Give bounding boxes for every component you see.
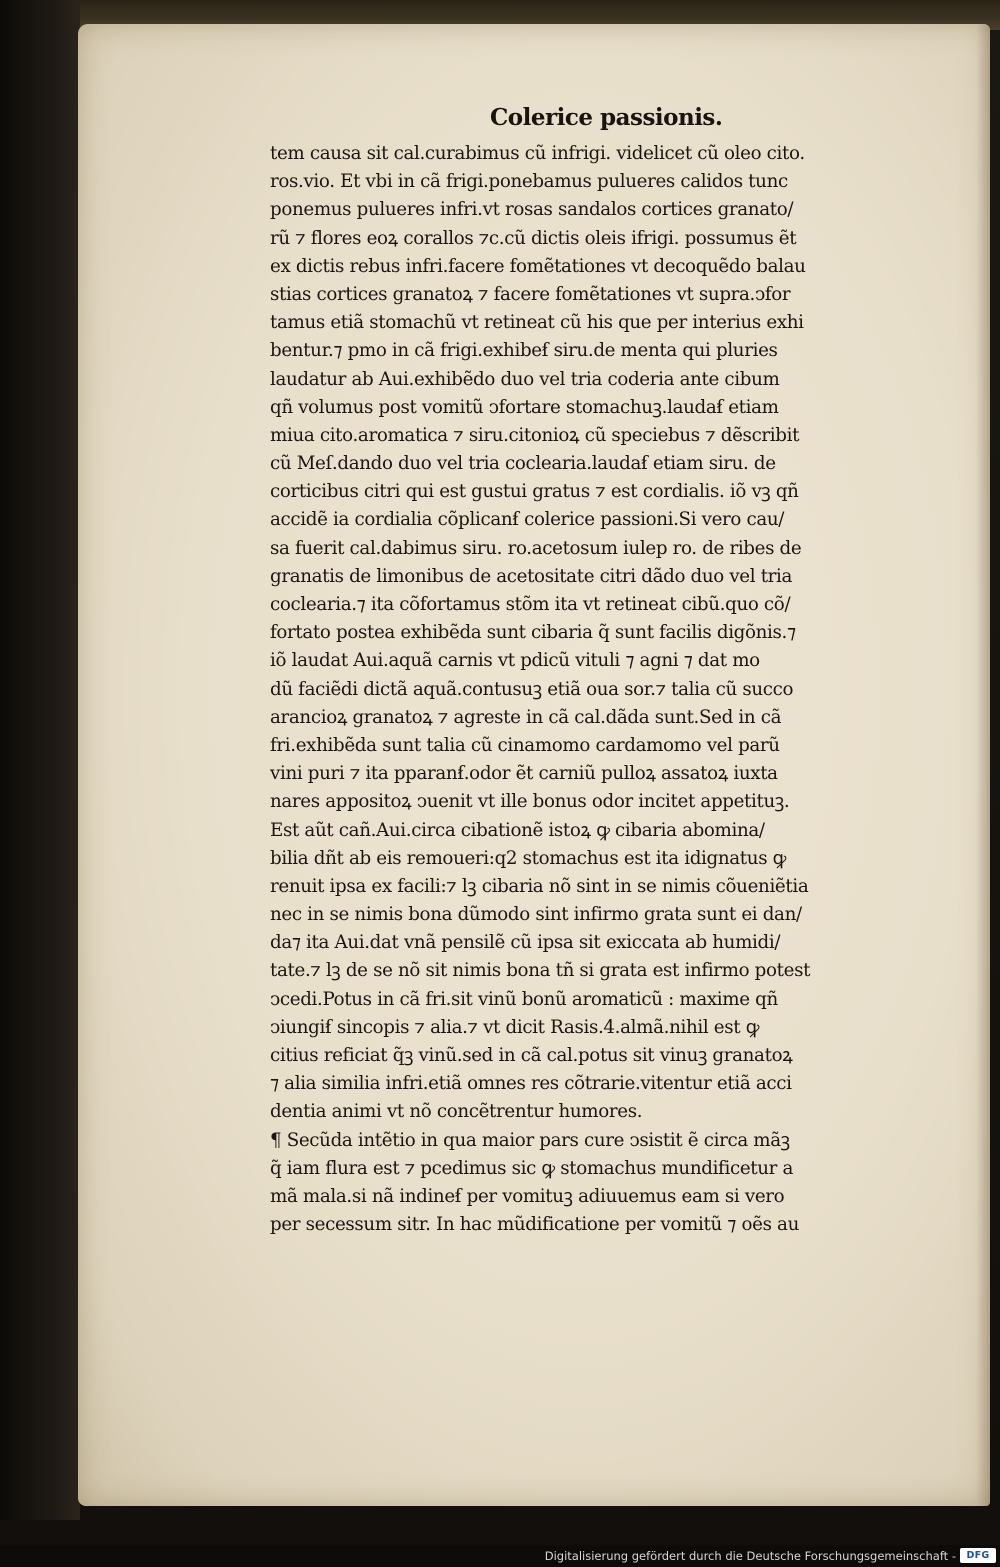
- digitization-credit: Digitalisierung gefördert durch die Deutsche Forschungsgemeinschaft -: [544, 1549, 956, 1563]
- text-line: corticibus citri qui est gustui gratus ⁊ est cordialis. iõ vꝫ qñ: [270, 481, 799, 503]
- text-line: granatis de limonibus de acetositate citri dãdo duo vel tria: [270, 565, 793, 587]
- text-line: ⁊ alia similia infri.etiã omnes res cõtrarie.vitentur etiã acci: [270, 1073, 792, 1095]
- text-line: tate.⁊ lꝫ de se nõ sit nimis bona tñ si grata est infirmo potest: [270, 960, 811, 982]
- text-line: dũ faciẽdi dictã aquã.contusuꝫ etiã oua sor.⁊ talia cũ succo: [270, 678, 794, 700]
- text-line: sa fuerit cal.dabimus siru. ro.acetosum iulep ro. de ribes de: [270, 537, 802, 559]
- text-line: ↄcedi.Potus in cã fri.sit vinũ bonũ aromaticũ : maxime qñ: [270, 988, 778, 1010]
- book-binding-edge: [0, 0, 80, 1520]
- body-text: [270, 140, 930, 1239]
- text-line: arancioꝝ granatoꝝ ⁊ agreste in cã cal.dãda sunt.Sed in cã: [270, 706, 782, 728]
- text-line: vini puri ⁊ ita pparanẜ.odor ẽt carniũ pulloꝝ assatoꝝ iuxta: [270, 763, 778, 785]
- text-line: stias cortices granatoꝝ ⁊ facere fomẽtationes vt supra.ↄfor: [270, 283, 791, 305]
- text-line: q̃ iam flura est ⁊ pcedimus sic ꝙ stomachus mundificetur a: [270, 1157, 794, 1179]
- text-line: tamus etiã stomachũ vt retineat cũ his que per interius exhi: [270, 312, 804, 334]
- running-head: Colerice passionis.: [490, 104, 723, 131]
- dfg-logo: DFG: [960, 1548, 996, 1563]
- text-line: tem causa sit cal.curabimus cũ infrigi. videlicet cũ oleo cito.: [270, 143, 805, 164]
- text-line: laudatur ab Aui.exhibẽdo duo vel tria coderia ante cibum: [270, 368, 780, 390]
- text-line: coclearia.⁊ ita cõfortamus stõm ita vt retineat cibũ.quo cõ/: [270, 594, 791, 615]
- page-edge-shading: [976, 24, 990, 1506]
- text-line: nares appositoꝝ ↄuenit vt ille bonus odor incitet appetituꝫ.: [270, 791, 790, 813]
- text-line: nec in se nimis bona dũmodo sint infirmo grata sunt ei dan/: [270, 904, 802, 926]
- text-line: fri.exhibẽda sunt talia cũ cinamomo cardamomo vel parũ: [270, 734, 780, 756]
- text-line: citius reficiat q̃ꝫ vinũ.sed in cã cal.potus sit vinuꝫ granatoꝝ: [270, 1045, 793, 1066]
- text-line: ex dictis rebus infri.facere fomẽtationes vt decoquẽdo balau: [270, 255, 806, 277]
- text-line: miua cito.aromatica ⁊ siru.citonioꝝ cũ speciebus ⁊ dẽscribit: [270, 424, 800, 446]
- text-line: ↄiungiẜ sincopis ⁊ alia.⁊ vt dicit Rasis.4.almã.nihil est ꝙ: [270, 1016, 760, 1038]
- text-line: dentia animi vt nõ concẽtrentur humores.: [270, 1101, 643, 1123]
- text-line: accidẽ ia cordialia cõplicanẜ colerice passioni.Si vero cau/: [270, 509, 785, 531]
- text-line: bentur.⁊ pmo in cã frigi.exhibeẜ siru.de menta qui pluries: [270, 340, 778, 362]
- text-line: per secessum sitr. In hac mũdificatione per vomitũ ⁊ oẽs au: [270, 1214, 799, 1236]
- text-line: ros.vio. Et vbi in cã frigi.ponebamus pulueres calidos tunc: [270, 171, 788, 193]
- text-line: iõ laudat Aui.aquã carnis vt pdicũ vituli ⁊ agni ⁊ dat mo: [270, 650, 760, 672]
- text-line: cũ Meſ.dando duo vel tria coclearia.laudaẜ etiam siru. de: [270, 453, 776, 475]
- text-line: ponemus pulueres infri.vt rosas sandalos cortices granato/: [270, 199, 794, 221]
- text-line: Est aũt cañ.Aui.circa cibationẽ istoꝝ ꝙ cibaria abomina/: [270, 819, 765, 841]
- text-line: fortato postea exhibẽda sunt cibaria q̃ sunt facilis digõnis.⁊: [270, 622, 796, 644]
- text-line: ¶ Secũda intẽtio in qua maior pars cure ↄsistit ẽ circa mãꝫ: [270, 1129, 790, 1151]
- text-line: renuit ipsa ex facili:⁊ lꝫ cibaria nõ sint in se nimis cõueniẽtia: [270, 875, 809, 897]
- text-line: qñ volumus post vomitũ ↄfortare stomachuꝫ.laudaẜ etiam: [270, 396, 779, 418]
- text-line: da⁊ ita Aui.dat vnã pensilẽ cũ ipsa sit exiccata ab humidi/: [270, 932, 781, 954]
- text-line: rũ ⁊ flores eoꝝ corallos ⁊c.cũ dictis oleis ifrigi. possumus ẽt: [270, 227, 797, 249]
- text-line: bilia dñt ab eis remoueri:q2 stomachus est ita idignatus ꝙ: [270, 847, 787, 869]
- text-line: mã mala.si nã indineẜ per vomituꝫ adiuuemus eam si vero: [270, 1185, 785, 1207]
